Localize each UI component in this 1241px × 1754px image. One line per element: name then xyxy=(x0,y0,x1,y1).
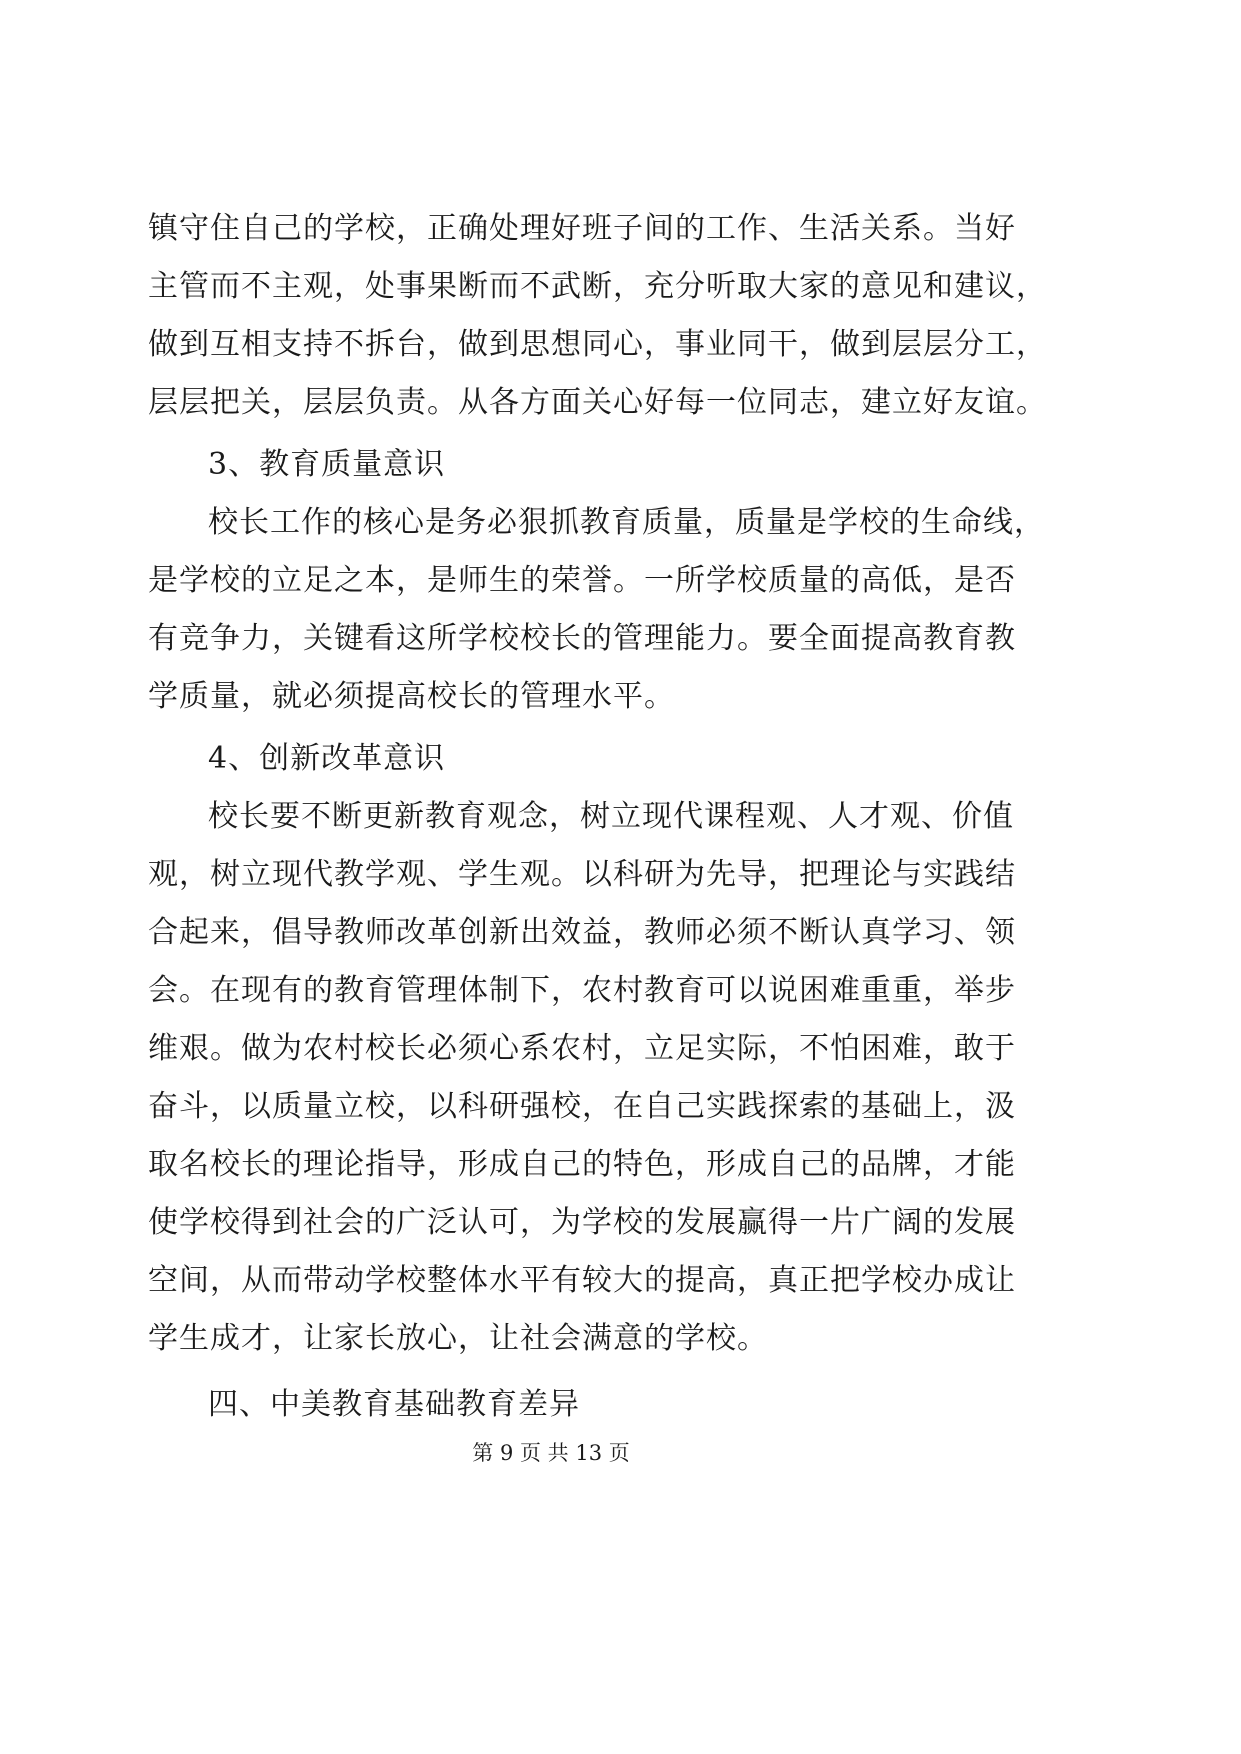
text-line: 是学校的立足之本，是师生的荣誉。一所学校质量的高低，是否 xyxy=(148,563,1016,598)
text-line: 镇守住自己的学校，正确处理好班子间的工作、生活关系。当好 xyxy=(148,211,1016,246)
paragraph-innovation-reform xyxy=(148,788,1016,1368)
text-line: 有竞争力，关键看这所学校校长的管理能力。要全面提高教育教 xyxy=(148,621,1016,656)
heading-section-four: 四、中美教育基础教育差异 xyxy=(208,1387,580,1422)
text-line: 空间，从而带动学校整体水平有较大的提高，真正把学校办成让 xyxy=(148,1263,1016,1298)
text-line: 主管而不主观，处事果断而不武断，充分听取大家的意见和建议， xyxy=(148,269,1047,304)
heading-education-quality: 3、教育质量意识 xyxy=(208,447,446,482)
text-line: 会。在现有的教育管理体制下，农村教育可以说困难重重，举步 xyxy=(148,973,1016,1008)
heading-innovation-reform: 4、创新改革意识 xyxy=(208,741,446,776)
text-line: 取名校长的理论指导，形成自己的特色，形成自己的品牌，才能 xyxy=(148,1147,1016,1182)
paragraph-education-quality xyxy=(148,494,1045,726)
text-line: 做到互相支持不拆台，做到思想同心，事业同干，做到层层分工， xyxy=(148,327,1047,362)
page-number: 第 9 页 共 13 页 xyxy=(472,1441,630,1465)
page-footer xyxy=(0,1438,1102,1468)
text-line: 学质量，就必须提高校长的管理水平。 xyxy=(148,679,675,714)
text-line: 校长工作的核心是务必狠抓教育质量，质量是学校的生命线， xyxy=(208,505,1045,540)
text-line: 学生成才，让家长放心，让社会满意的学校。 xyxy=(148,1321,768,1356)
text-line: 奋斗，以质量立校，以科研强校，在自己实践探索的基础上，汲 xyxy=(148,1089,1016,1124)
text-line: 使学校得到社会的广泛认可，为学校的发展赢得一片广阔的发展 xyxy=(148,1205,1016,1240)
document-body xyxy=(148,200,1047,1434)
text-line: 观，树立现代教学观、学生观。以科研为先导，把理论与实践结 xyxy=(148,857,1016,892)
paragraph-leadership-relations xyxy=(148,200,1047,432)
text-line: 合起来，倡导教师改革创新出效益，教师必须不断认真学习、领 xyxy=(148,915,1016,950)
text-line: 层层把关，层层负责。从各方面关心好每一位同志，建立好友谊。 xyxy=(148,385,1047,420)
text-line: 维艰。做为农村校长必须心系农村，立足实际，不怕困难，敢于 xyxy=(148,1031,1016,1066)
text-line: 校长要不断更新教育观念，树立现代课程观、人才观、价值 xyxy=(208,799,1014,834)
